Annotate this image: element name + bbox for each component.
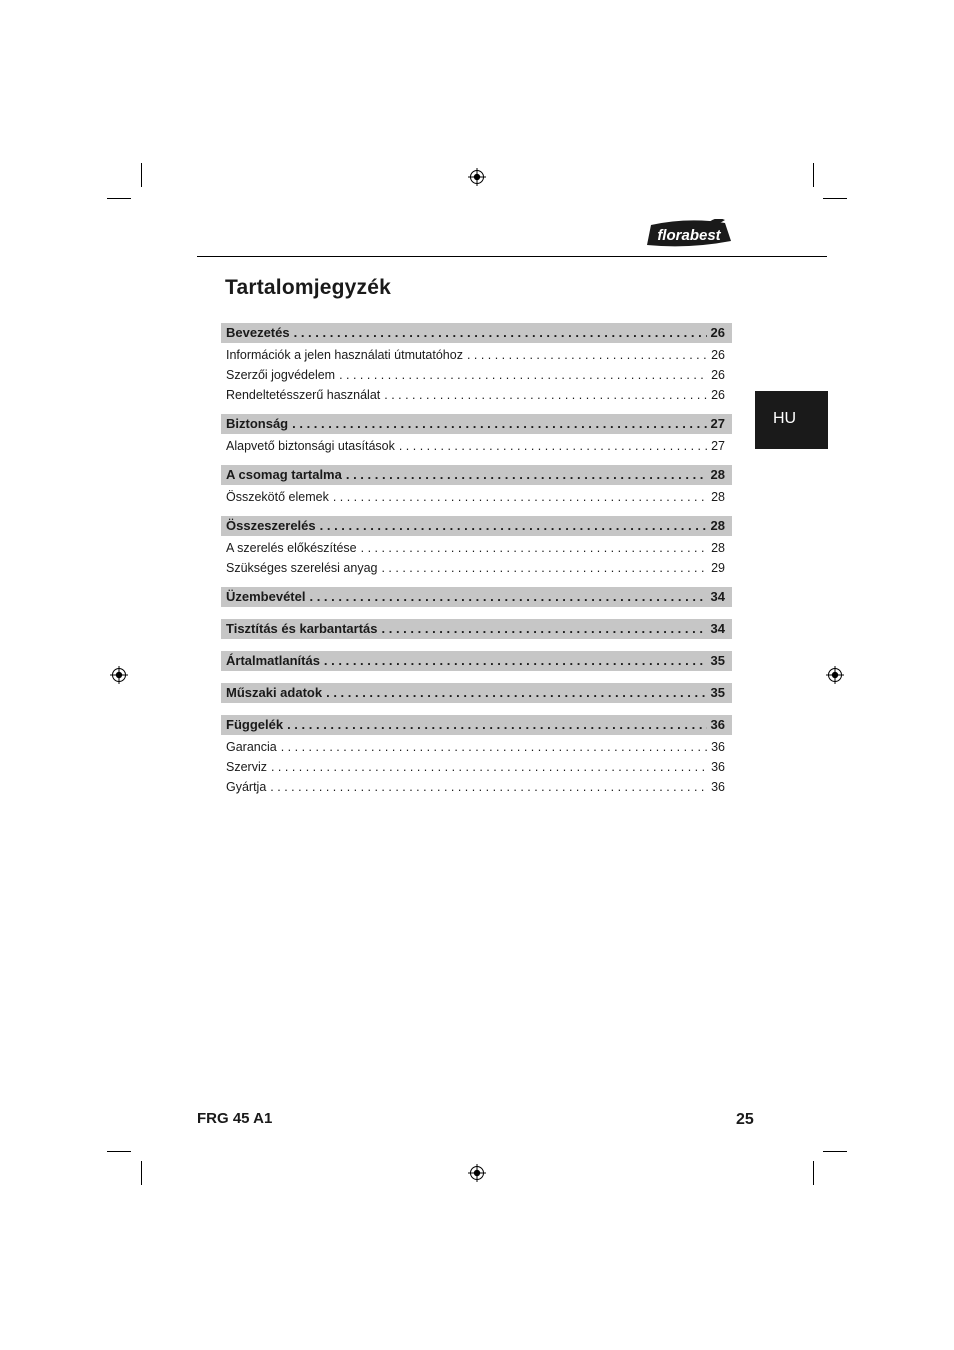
dot-leader [292,414,706,434]
page-title: Tartalomjegyzék [225,276,392,299]
crop-mark [823,198,847,199]
toc-section-label: Műszaki adatok [226,685,323,700]
crop-mark [813,1161,814,1185]
toc-section-label: Ártalmatlanítás [226,653,320,668]
spacer [221,405,732,414]
header-rule [197,256,827,257]
toc-section[interactable] [221,651,732,671]
crop-mark [823,1151,847,1152]
registration-mark-icon [468,1164,486,1182]
toc-entry[interactable] [221,777,732,797]
toc-section-label: Összeszerelés [226,518,316,533]
spacer [221,507,732,516]
toc-entry-page: 26 [711,348,725,362]
toc-entry-page: 36 [711,740,725,754]
page-number: 25 [736,1111,754,1128]
toc-entry[interactable] [221,737,732,757]
toc-entry-page: 36 [711,780,725,794]
dot-leader [320,516,707,536]
language-tab-label: HU [773,410,797,427]
dot-leader [326,683,706,703]
dot-leader [339,365,707,385]
spacer [221,607,732,619]
logo-text: florabest [657,227,721,244]
toc-section-page: 27 [710,416,725,431]
toc-section-page: 35 [710,653,725,668]
registration-mark-icon [826,666,844,684]
toc-entry-page: 28 [711,541,725,555]
dot-leader [384,385,707,405]
toc-entry-label: Szerzői jogvédelem [226,368,336,382]
toc-section-label: A csomag tartalma [226,467,342,482]
registration-mark-icon [110,666,128,684]
crop-mark [141,163,142,187]
toc-section-page: 35 [710,685,725,700]
dot-leader [271,757,707,777]
dot-leader [281,737,707,757]
toc-section-page: 36 [710,717,725,732]
toc-section-label: Bevezetés [226,325,290,340]
florabest-logo [645,219,733,247]
toc-section[interactable] [221,414,732,434]
toc-entry[interactable] [221,558,732,578]
toc-section-label: Tisztítás és karbantartás [226,621,378,636]
toc-entry-page: 28 [711,490,725,504]
toc-entry-label: Gyártja [226,780,267,794]
crop-mark [813,163,814,187]
spacer [221,456,732,465]
spacer [221,639,732,651]
dot-leader [309,587,706,607]
toc-section-page: 28 [710,467,725,482]
toc-entry-label: Információk a jelen használati útmutatóhoz [226,348,463,362]
toc-section-page: 34 [710,621,725,636]
toc-entry-label: Összekötő elemek [226,490,329,504]
toc-entry[interactable] [221,345,732,365]
dot-leader [361,538,707,558]
crop-mark [107,1151,131,1152]
dot-leader [399,436,707,456]
toc-section[interactable] [221,516,732,536]
toc-entry-label: A szerelés előkészítése [226,541,357,555]
toc-section-label: Üzembevétel [226,589,306,604]
toc-section-label: Függelék [226,717,284,732]
dot-leader [381,558,707,578]
toc-section-page: 26 [710,325,725,340]
dot-leader [324,651,707,671]
table-of-contents [221,323,732,797]
toc-entry-page: 27 [711,439,725,453]
spacer [221,703,732,715]
registration-mark-icon [468,168,486,186]
dot-leader [467,345,707,365]
toc-entry-page: 26 [711,388,725,402]
toc-entry-label: Garancia [226,740,277,754]
toc-section-page: 28 [710,518,725,533]
dot-leader [270,777,707,797]
toc-section[interactable] [221,465,732,485]
language-tab [755,391,828,449]
dot-leader [382,619,707,639]
toc-entry-page: 26 [711,368,725,382]
toc-entry[interactable] [221,365,732,385]
toc-section[interactable] [221,323,732,343]
toc-entry[interactable] [221,487,732,507]
toc-entry-page: 36 [711,760,725,774]
crop-mark [141,1161,142,1185]
toc-entry-label: Rendeltetésszerű használat [226,388,381,402]
toc-section-page: 34 [710,589,725,604]
dot-leader [346,465,707,485]
dot-leader [294,323,707,343]
toc-section[interactable] [221,715,732,735]
toc-entry-label: Szerviz [226,760,267,774]
spacer [221,578,732,587]
toc-section-label: Biztonság [226,416,289,431]
toc-entry-page: 29 [711,561,725,575]
toc-entry[interactable] [221,436,732,456]
toc-entry-label: Szükséges szerelési anyag [226,561,378,575]
toc-entry[interactable] [221,757,732,777]
toc-entry[interactable] [221,385,732,405]
spacer [221,671,732,683]
toc-entry-label: Alapvető biztonsági utasítások [226,439,395,453]
toc-entry[interactable] [221,538,732,558]
dot-leader [287,715,706,735]
toc-section[interactable] [221,619,732,639]
toc-section[interactable] [221,587,732,607]
footer-model: FRG 45 A1 [197,1110,273,1127]
toc-section[interactable] [221,683,732,703]
dot-leader [333,487,707,507]
crop-mark [107,198,131,199]
